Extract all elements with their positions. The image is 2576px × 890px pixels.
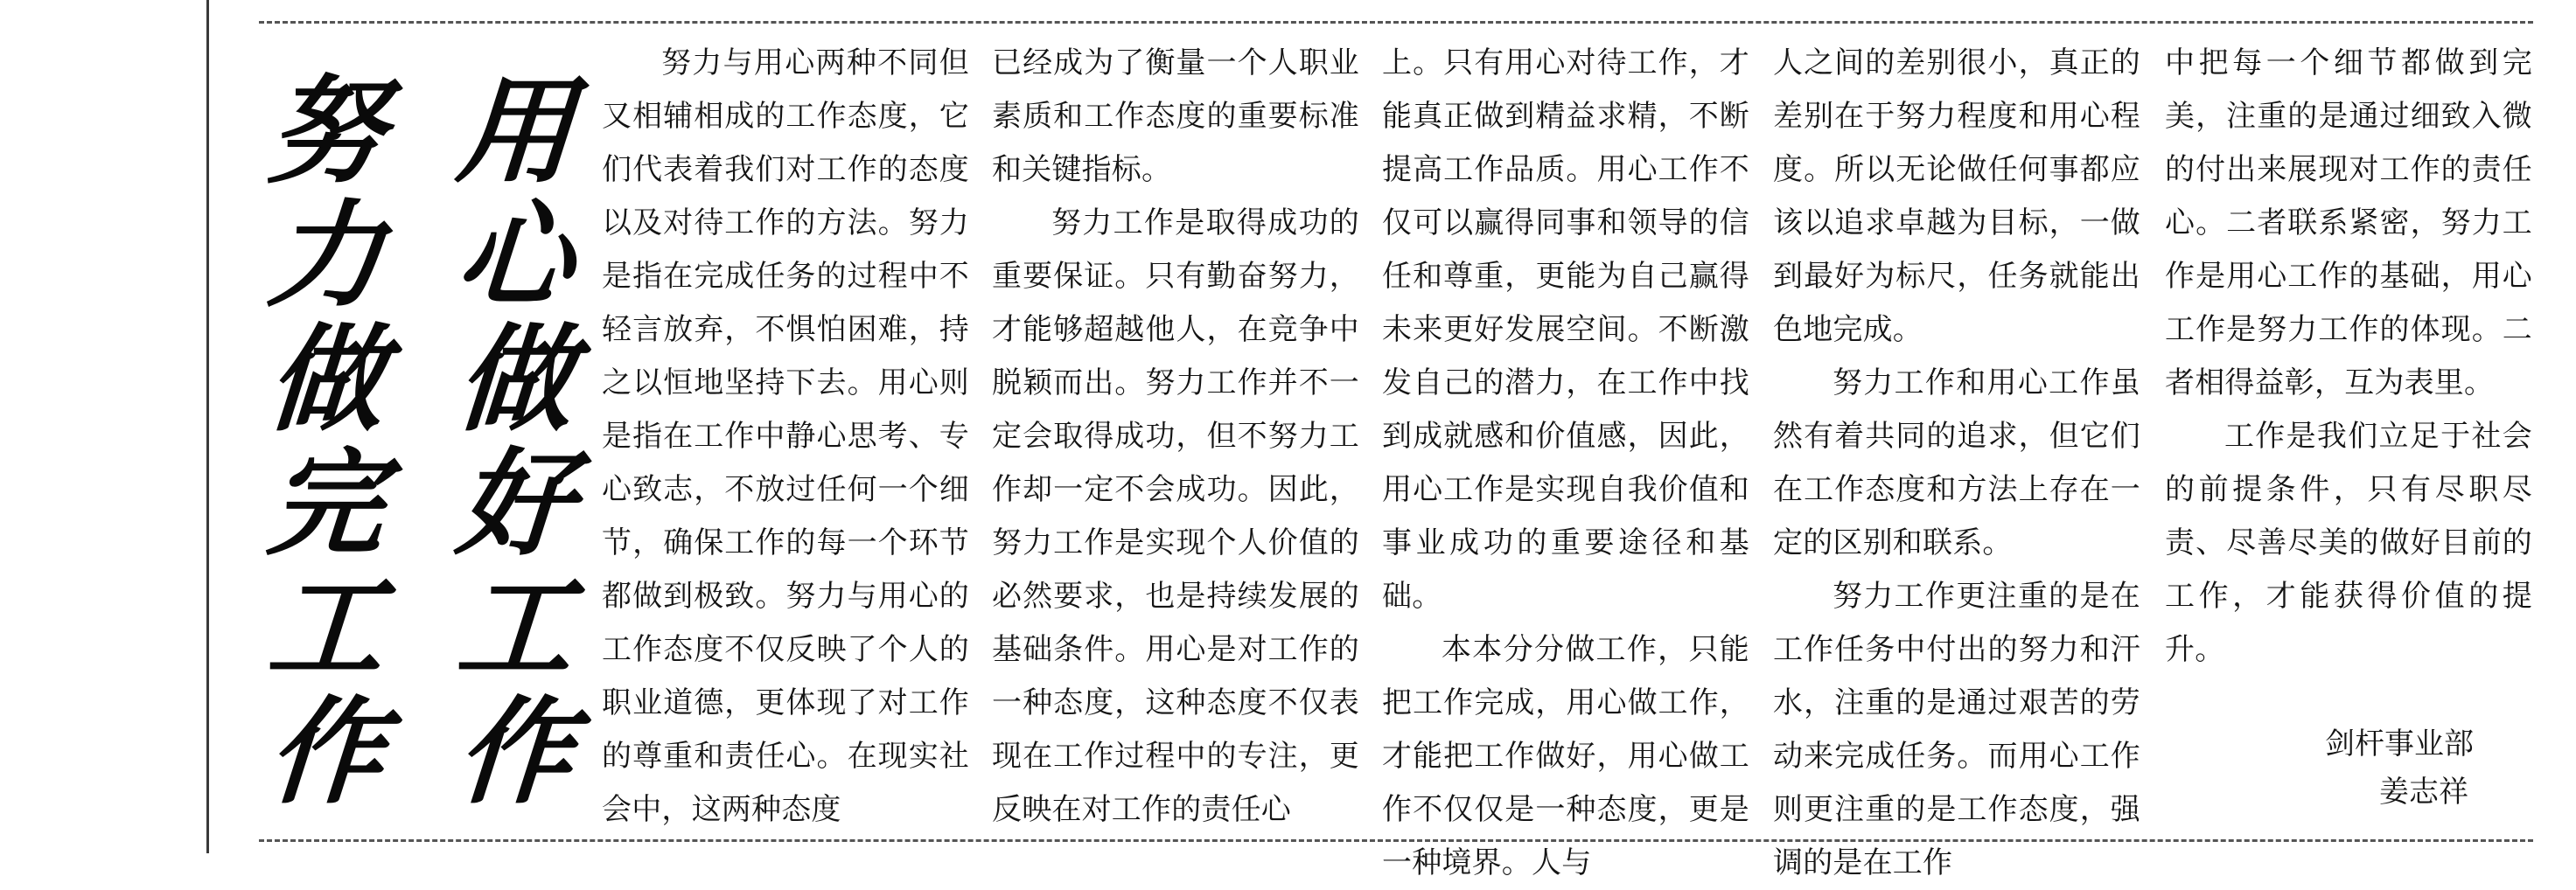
title-character: 心 <box>452 188 578 323</box>
article-column-4 <box>1773 37 2140 890</box>
article-paragraph: 本本分分做工作，只能把工作完成，用心做工作，才能把工作做好，用心做工作不仅仅是一种态度，更是一种境界。人与 <box>1382 632 1749 880</box>
title-character: 做 <box>263 312 389 448</box>
byline-author: 姜志祥 <box>2379 775 2468 810</box>
article-column-5 <box>2165 37 2532 677</box>
article-paragraph: 努力工作是取得成功的重要保证。只有勤奋努力，才能够超越他人，在竞争中脱颖而出。努力工作并不一定会取得成功，但不努力工作却一定不会成功。因此，努力工作是实现个人价值的必然要求，也是持续发展的基础条件。用心是对工作的一种态度，这种态度不仅表现在工作过程中的专注，更反映在对工作的责任心 <box>992 205 1359 827</box>
article-paragraph: 努力与用心两种不同但又相辅相成的工作态度，它们代表着我们对工作的态度以及对待工作的方法。努力是指在完成任务的过程中不轻言放弃，不惧怕困难，持之以恒地坚持下去。用心则是指在工作中静心思考、专心致志，不放过任何一个细节，确保工作的每一个环节都做到极致。努力与用心的工作态度不仅反映了个人的职业道德，更体现了对工作的尊重和责任心。在现实社会中，这两种态度 <box>602 45 969 827</box>
article-paragraph: 已经成为了衡量一个人职业素质和工作态度的重要标准和关键指标。 <box>992 45 1359 187</box>
title-character: 工 <box>263 560 389 696</box>
title-character: 完 <box>263 436 389 572</box>
title-character: 作 <box>452 685 578 820</box>
title-character: 力 <box>263 188 389 323</box>
title-character: 好 <box>452 436 578 572</box>
article-paragraph: 工作是我们立足于社会的前提条件，只有尽职尽责、尽善尽美的做好目前的工作，才能获得价值的提升。 <box>2165 419 2532 667</box>
top-dashed-divider <box>259 21 2533 24</box>
title-character: 作 <box>263 685 389 820</box>
article-column-2 <box>992 37 1359 837</box>
article-paragraph: 努力工作更注重的是在工作任务中付出的努力和汗水，注重的是通过艰苦的劳动来完成任务。而用心工作则更注重的是工作态度，强调的是在工作 <box>1773 579 2140 880</box>
article-title-line-2 <box>450 64 581 820</box>
title-character: 做 <box>452 312 578 448</box>
article-paragraph: 上。只有用心对待工作，才能真正做到精益求精，不断提高工作品质。用心工作不仅可以赢得同事和领导的信任和尊重，更能为自己赢得未来更好发展空间。不断激发自己的潜力，在工作中找到成就感和价值感，因此，用心工作是实现自我价值和事业成功的重要途径和基础。 <box>1382 45 1749 614</box>
article-column-1 <box>602 37 969 837</box>
article-paragraph: 人之间的差别很小，真正的差别在于努力程度和用心程度。所以无论做任何事都应该以追求卓越为目标，一做到最好为标尺，任务就能出色地完成。 <box>1773 45 2140 347</box>
article-paragraph: 努力工作和用心工作虽然有着共同的追求，但它们在工作态度和方法上存在一定的区别和联系。 <box>1773 365 2140 560</box>
article-column-3 <box>1382 37 1749 890</box>
article-title-line-1 <box>261 64 392 820</box>
title-character: 用 <box>452 64 578 199</box>
article-paragraph: 中把每一个细节都做到完美，注重的是通过细致入微的付出来展现对工作的责任心。二者联系紧密，努力工作是用心工作的基础，用心工作是努力工作的体现。二者相得益彰，互为表里。 <box>2165 45 2532 400</box>
left-column-rule <box>206 0 209 853</box>
title-character: 努 <box>263 64 389 199</box>
byline-department: 剑杆事业部 <box>2325 727 2474 761</box>
title-character: 工 <box>452 560 578 696</box>
